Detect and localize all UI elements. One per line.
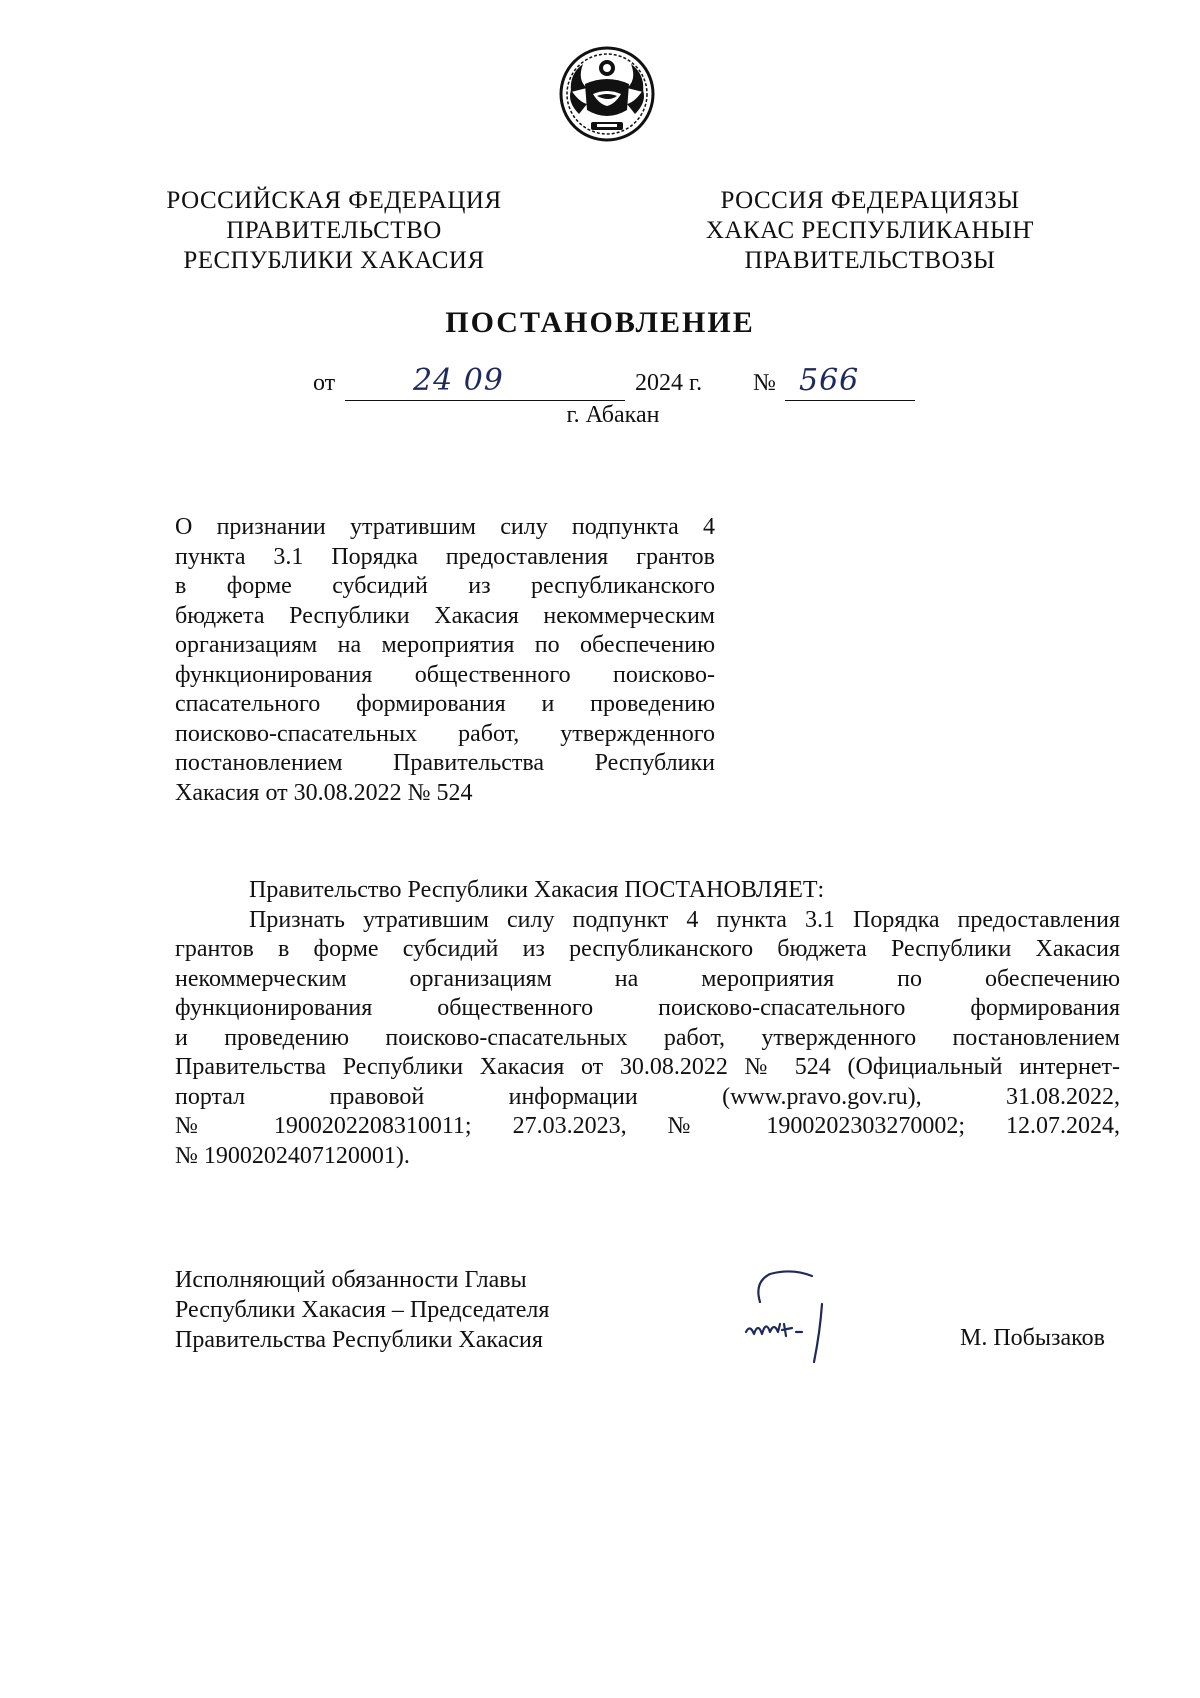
subject-line: пункта 3.1 Порядка предоставления грантов (175, 543, 715, 570)
number-label: № (753, 370, 776, 396)
header-right-line: ХАКАС РЕСПУБЛИКАНЫҤ (705, 217, 1035, 244)
body-line: портал правовой информации (www.pravo.gov.ru), 31.08.2022, (175, 1083, 1120, 1110)
body-line: № 1900202407120001). (175, 1142, 410, 1169)
body-line: Признать утратившим силу подпункт 4 пункта 3.1 Порядка предоставления (249, 906, 1120, 933)
header-right-line: ПРАВИТЕЛЬСТВОЗЫ (744, 247, 996, 274)
subject-line: Хакасия от 30.08.2022 № 524 (175, 779, 473, 806)
subject-block (175, 513, 715, 808)
signatory-position-line: Исполняющий обязанности Главы (175, 1267, 527, 1293)
header-left-line: ПРАВИТЕЛЬСТВО (226, 217, 442, 244)
body-block (175, 876, 1120, 1171)
header-left-line: РОССИЙСКАЯ ФЕДЕРАЦИЯ (166, 187, 502, 214)
signatory-position-line: Правительства Республики Хакасия (175, 1327, 543, 1353)
body-line: № 1900202208310011; 27.03.2023, № 1900202303270002; 12.07.2024, (175, 1113, 1120, 1139)
subject-line: постановлением Правительства Республики (175, 750, 715, 776)
header-left-block (164, 186, 504, 276)
signatory-name: М. Побызаков (960, 1325, 1105, 1351)
body-line: Правительства Республики Хакасия от 30.08.2022 № 524 (Официальный интернет- (175, 1054, 1120, 1080)
from-label: от (313, 370, 336, 396)
handwritten-date: 24 09 (413, 363, 504, 398)
body-line: и проведению поисково-спасательных работ, утвержденного постановлением (175, 1024, 1120, 1051)
number-underline (785, 400, 915, 401)
date-underline (345, 400, 625, 401)
signatory-position-line: Республики Хакасия – Председателя (175, 1297, 550, 1323)
handwritten-signature (730, 1262, 860, 1372)
subject-line: бюджета Республики Хакасия некоммерческим (175, 602, 715, 629)
handwritten-number: 566 (799, 363, 860, 398)
body-line: грантов в форме субсидий из республиканского бюджета Республики Хакасия (175, 936, 1120, 962)
body-line: функционирования общественного поисково-спасательного формирования (175, 995, 1120, 1021)
subject-line: О признании утратившим силу подпункта 4 (175, 514, 715, 540)
header-left-line: РЕСПУБЛИКИ ХАКАСИЯ (183, 247, 485, 274)
subject-line: в форме субсидий из республиканского (175, 573, 715, 599)
document-type-title: ПОСТАНОВЛЕНИЕ (445, 306, 755, 339)
header-right-block (690, 186, 1050, 276)
coat-of-arms-emblem (557, 44, 657, 144)
subject-line: функционирования общественного поисково- (175, 661, 715, 688)
preamble: Правительство Республики Хакасия ПОСТАНОВЛЯЕТ: (249, 877, 825, 903)
signatory-position (175, 1265, 549, 1355)
city-label: г. Абакан (566, 402, 660, 428)
subject-line: поисково-спасательных работ, утвержденного (175, 720, 715, 747)
body-line: некоммерческим организациям на мероприятия по обеспечению (175, 965, 1120, 992)
year-label: 2024 г. (635, 370, 703, 396)
subject-line: организациям на мероприятия по обеспечению (175, 632, 715, 658)
subject-line: спасательного формирования и проведению (175, 691, 715, 717)
header-right-line: РОССИЯ ФЕДЕРАЦИЯЗЫ (720, 187, 1020, 214)
